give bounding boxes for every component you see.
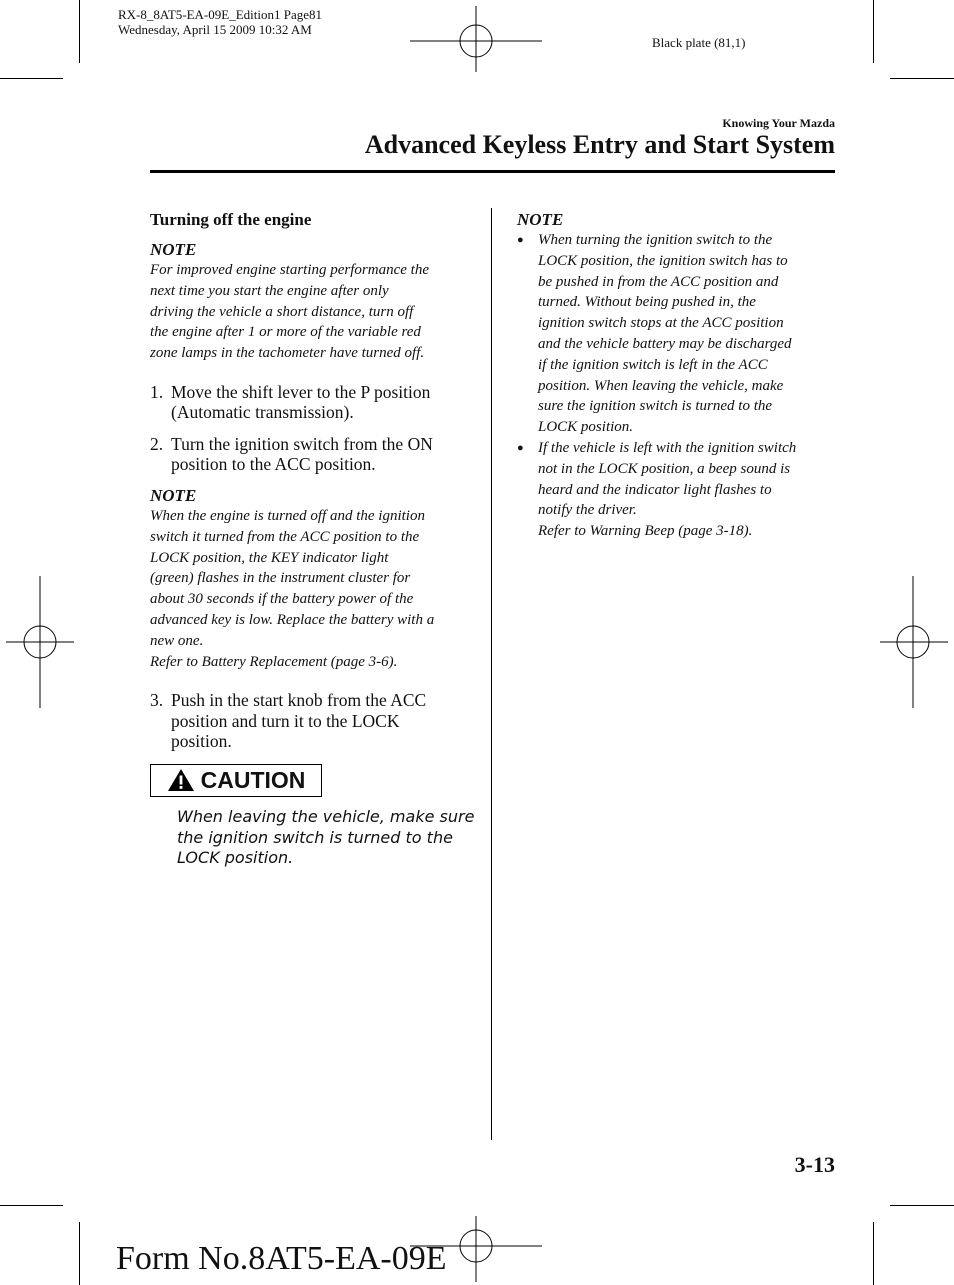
print-meta: [118, 7, 322, 37]
step-line: position to the ACC position.: [171, 454, 376, 475]
crop-mark: [873, 1222, 874, 1285]
title-rule: [150, 170, 835, 173]
note-line: next time you start the engine after only: [150, 282, 389, 299]
caution-line: When leaving the vehicle, make sure: [177, 806, 475, 826]
note-line: Refer to Battery Replacement (page 3-6).: [150, 653, 398, 670]
note-line: (green) flashes in the instrument cluster for: [150, 570, 411, 587]
note-label: NOTE: [150, 485, 197, 505]
crop-mark: [890, 1205, 954, 1206]
plate-label: Black plate (81,1): [652, 35, 746, 50]
form-number: Form No.8AT5-EA-09E: [116, 1240, 447, 1277]
note-line: about 30 seconds if the battery power of the: [150, 591, 414, 608]
step-line: position.: [171, 731, 232, 752]
bullet-line: ignition switch stops at the ACC position: [538, 315, 784, 332]
caution-text: [177, 807, 475, 869]
bullet-dot-icon: ●: [517, 441, 524, 454]
crop-mark: [0, 78, 63, 79]
crop-mark: [0, 1205, 63, 1206]
note-label: NOTE: [150, 240, 197, 259]
caution-label: CAUTION: [200, 766, 306, 793]
step-text: [171, 434, 475, 475]
step-number: 3.: [150, 690, 164, 711]
print-meta-line1: RX-8_8AT5-EA-09E_Edition1 Page81: [118, 7, 323, 22]
step-number: 2.: [150, 433, 164, 454]
bullet-line: When turning the ignition switch to the: [538, 232, 773, 248]
section-label: Knowing Your Mazda: [722, 116, 835, 130]
note-line: For improved engine starting performance the: [150, 262, 429, 278]
crop-mark: [890, 78, 954, 79]
note-line: driving the vehicle a short distance, turn off: [150, 303, 414, 320]
step-line: Turn the ignition switch from the ON: [171, 433, 433, 454]
step-line: position and turn it to the LOCK: [171, 710, 400, 731]
caution-line: LOCK position.: [177, 848, 294, 868]
bullet-line: notify the driver.: [538, 502, 637, 519]
bullet-line: LOCK position.: [538, 419, 634, 436]
bullet-item: [517, 438, 832, 542]
note-label: NOTE: [517, 210, 564, 229]
step-text: [171, 382, 475, 423]
bullet-line: heard and the indicator light flashes to: [538, 481, 772, 498]
caution-banner: [150, 764, 322, 797]
registration-mark-left: [6, 576, 74, 708]
note-line: advanced key is low. Replace the battery with a: [150, 611, 435, 628]
print-meta-line2: Wednesday, April 15 2009 10:32 AM: [118, 22, 312, 37]
note-text: [150, 260, 475, 364]
right-column: [517, 210, 832, 542]
bullet-dot-icon: ●: [517, 234, 524, 246]
note-line: switch it turned from the ACC position to the: [150, 528, 420, 545]
bullet-text: [538, 438, 832, 542]
section-heading: Turning off the engine: [150, 210, 312, 229]
bullet-line: If the vehicle is left with the ignition switch: [538, 439, 797, 456]
bullet-line: and the vehicle battery may be discharged: [538, 335, 792, 352]
crop-mark: [79, 1222, 80, 1285]
note-line: zone lamps in the tachometer have turned off.: [150, 345, 425, 362]
step-line: (Automatic transmission).: [171, 402, 354, 423]
step-number: 1.: [150, 381, 164, 402]
registration-mark-top: [410, 6, 542, 72]
bullet-line: LOCK position, the ignition switch has to: [538, 252, 788, 269]
left-column: [150, 210, 475, 869]
step-text: [171, 690, 475, 752]
bullet-line: if the ignition switch is left in the ACC: [538, 356, 768, 373]
bullet-line: sure the ignition switch is turned to the: [538, 398, 773, 415]
bullet-item: [517, 230, 832, 438]
bullet-line: not in the LOCK position, a beep sound is: [538, 460, 791, 477]
caution-line: the ignition switch is turned to the: [177, 827, 453, 847]
note-text: [150, 506, 475, 672]
step-line: Move the shift lever to the P position: [171, 381, 431, 402]
page-title: Advanced Keyless Entry and Start System: [364, 130, 835, 159]
step-item: [150, 434, 475, 475]
step-line: Push in the start knob from the ACC: [171, 690, 427, 711]
column-divider: [491, 208, 492, 1140]
note-line: LOCK position, the KEY indicator light: [150, 549, 389, 566]
bullet-line: position. When leaving the vehicle, make: [538, 377, 784, 394]
bullet-line: be pushed in from the ACC position and: [538, 273, 779, 290]
page-number: 3-13: [794, 1152, 835, 1177]
step-item: [150, 382, 475, 423]
bullet-line: Refer to Warning Beep (page 3-18).: [538, 523, 753, 540]
step-item: [150, 690, 475, 752]
bullet-text: [538, 230, 832, 438]
crop-mark: [873, 0, 874, 63]
warning-triangle-icon: [167, 768, 195, 792]
bullet-line: turned. Without being pushed in, the: [538, 294, 756, 311]
registration-mark-right: [880, 576, 948, 708]
note-line: the engine after 1 or more of the variable red: [150, 324, 421, 341]
note-line: When the engine is turned off and the ignition: [150, 507, 425, 524]
note-line: new one.: [150, 632, 204, 649]
crop-mark: [79, 0, 80, 63]
